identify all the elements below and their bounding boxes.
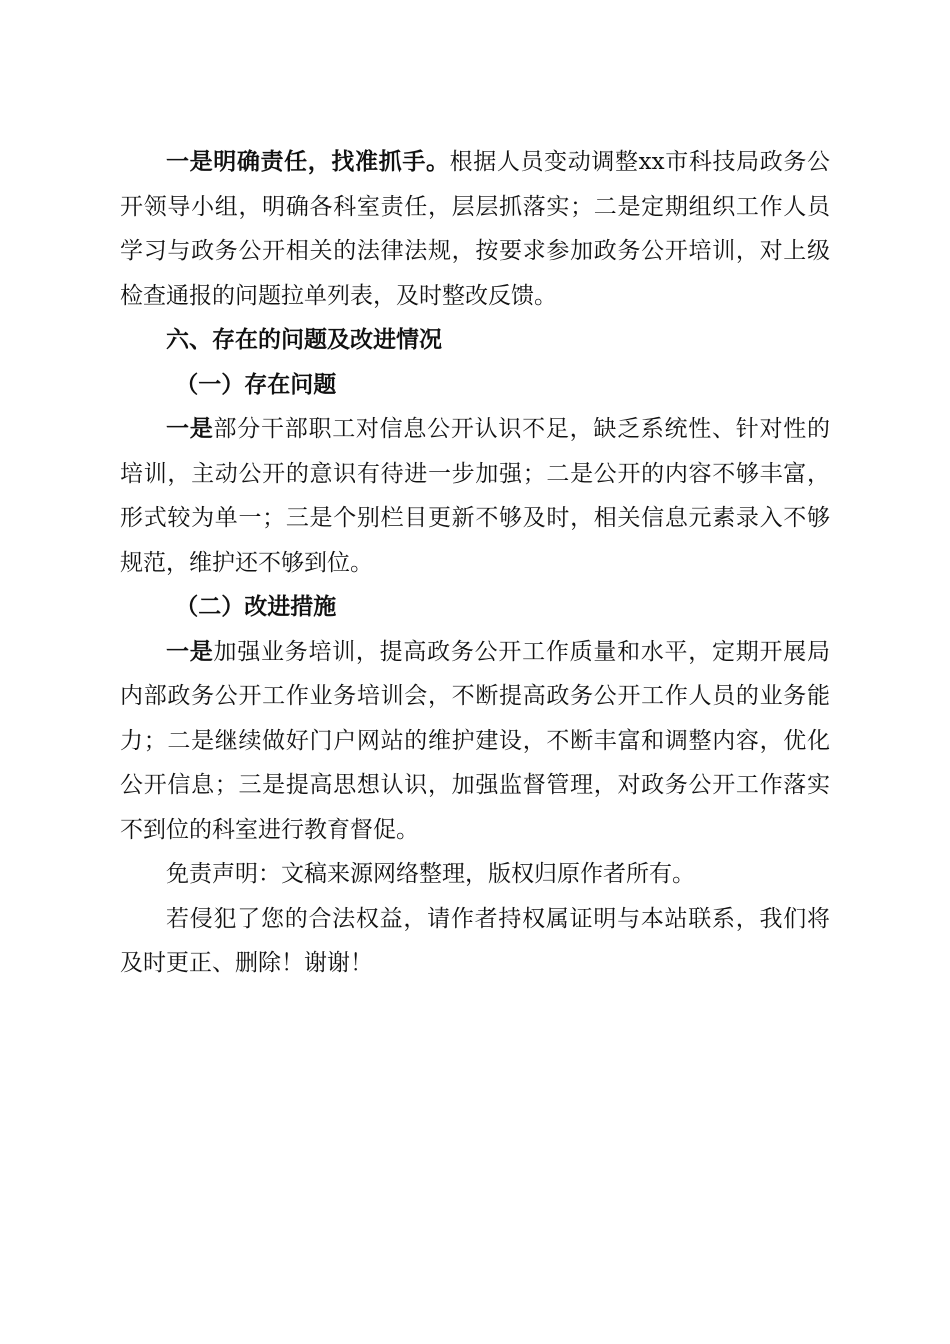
disclaimer-line: 免责声明：文稿来源网络整理，版权归原作者所有。 [166,861,695,887]
paragraph-improvement-measures [120,630,830,853]
subheading-existing-problems: （一）存在问题 [175,370,337,398]
paragraph-lead: 一是 [166,637,214,665]
paragraph-body: 部分干部职工对信息公开认识不足，缺乏系统性、针对性的培训，主动公开的意识有待进一步加强；二是公开的内容不够丰富，形式较为单一；三是个别栏目更新不够及时，相关信息元素录入不够规范，维护还不够到位。 [120,416,831,576]
paragraph-body: 根据人员变动调整xx市科技局政务公开领导小组，明确各科室责任，层层抓落实；二是定期组织工作人员学习与政务公开相关的法律法规，按要求参加政务公开培训，对上级检查通报的问题拉单列表，及时整改反馈。 [120,149,830,309]
subheading-improvement-measures: （二）改进措施 [175,593,337,620]
paragraph-body: 加强业务培训，提高政务公开工作质量和水平，定期开展局内部政务公开工作业务培训会，不断提高政务公开工作人员的业务能力；二是继续做好门户网站的维护建设，不断丰富和调整内容，优化公开信息；三是提高思想认识，加强监督管理，对政务公开工作落实不到位的科室进行教育督促。 [120,638,831,843]
paragraph-clear-responsibility [120,140,830,318]
paragraph-lead: 一是明确责任，找准抓手。 [166,149,450,175]
section-heading-problems-and-improvements: 六、存在的问题及改进情况 [166,327,442,353]
paragraph-existing-problems [120,407,830,585]
document-page [120,140,830,986]
disclaimer-contact-line: 若侵犯了您的合法权益，请作者持权属证明与本站联系，我们将及时更正、删除！谢谢！ [120,905,830,976]
paragraph-lead: 一是 [166,415,214,442]
